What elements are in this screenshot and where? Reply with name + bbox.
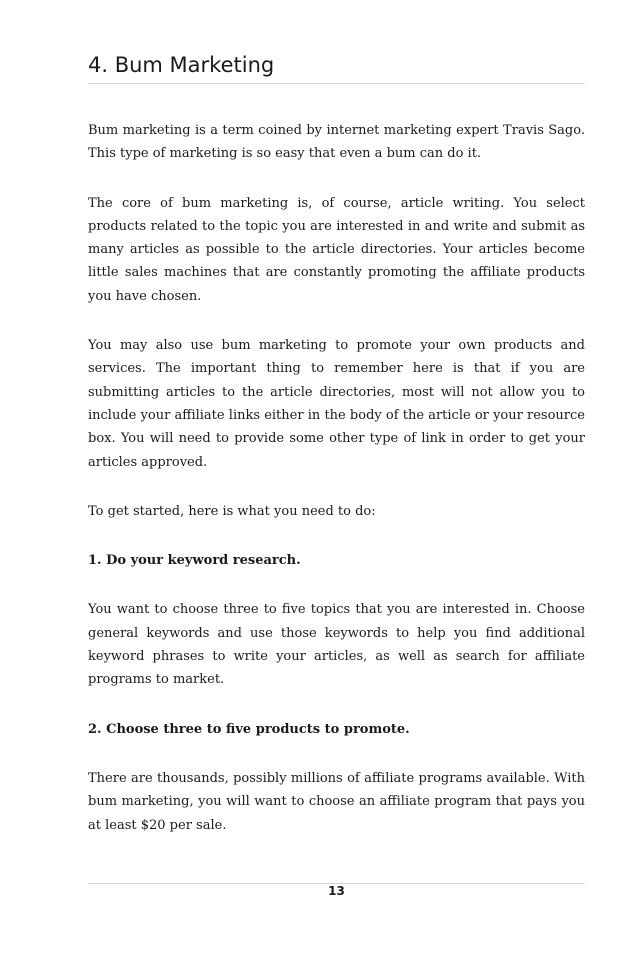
page-number: 13 — [328, 884, 345, 898]
paragraph-core: The core of bum marketing is, of course, article writing. You select products related to the topic you are interested in and write and submit as many articles as possible to the article directories. Your articles become little sales machines that are constantly promoting the affiliate products you have chosen. — [88, 195, 585, 304]
heading-divider — [88, 83, 585, 84]
document-page — [88, 0, 585, 957]
paragraph-get-started: To get started, here is what you need to do: — [88, 503, 376, 519]
paragraph-keyword-research: You want to choose three to five topics that you are interested in. Choose general keywords and use those keywords to help you find additional keyword phrases to write your articles, as well as search for affiliate programs to market. — [88, 602, 585, 688]
paragraph-intro: Bum marketing is a term coined by internet marketing expert Travis Sago. This type of marketing is so easy that even a bum can do it. — [88, 123, 585, 162]
page-body — [88, 119, 585, 863]
step-heading-keyword-research: 1. Do your keyword research. — [88, 553, 301, 569]
paragraph-own-products: You may also use bum marketing to promote your own products and services. The important thing to remember here is that if you are submitting articles to the article directories, most will not allow you to include your affiliate links either in the body of the article or your resource box. You will need to provide some other type of link in order to get your articles approved. — [88, 338, 585, 470]
section-heading: 4. Bum Marketing — [88, 53, 275, 77]
step-heading-choose-products: 2. Choose three to five products to promote. — [88, 721, 410, 737]
paragraph-choose-products: There are thousands, possibly millions of affiliate programs available. With bum marketing, you will want to choose an affiliate program that pays you at least $20 per sale. — [88, 770, 585, 833]
